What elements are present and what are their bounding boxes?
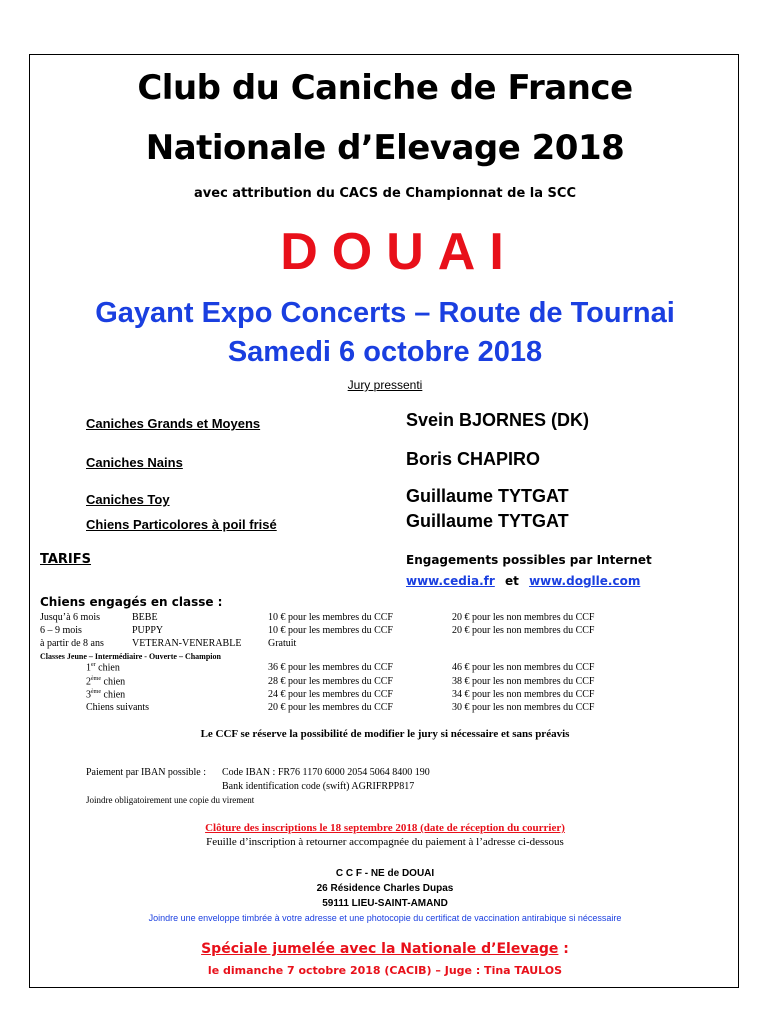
dog-rank-1: 1er chien <box>86 662 120 674</box>
age-row-2: 6 – 9 mois <box>40 625 82 636</box>
online-registration-label: Engagements possibles par Internet <box>406 553 652 567</box>
class-row-1: BEBE <box>132 612 158 623</box>
dog-rank-4: Chiens suivants <box>86 702 150 713</box>
event-title: Nationale d’Elevage 2018 <box>145 128 625 168</box>
jury-judge-1: Svein BJORNES (DK) <box>406 410 590 430</box>
classes-other-label: Classes Jeune – Intermédiaire - Ouverte – Champion <box>40 652 221 661</box>
classes-heading: Chiens engagés en classe : <box>40 595 223 609</box>
jury-judge-3: Guillaume TYTGAT <box>406 486 569 506</box>
member-price-row-3: Gratuit <box>268 638 297 649</box>
dog-rank-2: 2ème chien <box>86 676 126 688</box>
event-date: Samedi 6 octobre 2018 <box>227 336 543 368</box>
address-line-2: 26 Résidence Charles Dupas <box>316 883 454 894</box>
jury-label: Jury pressenti <box>347 378 423 392</box>
class-row-3: VETERAN-VENERABLE <box>132 638 242 649</box>
member-price-row-2: 10 € pour les membres du CCF <box>268 625 393 636</box>
jury-judge-2: Boris CHAPIRO <box>406 449 541 469</box>
bic-code: Bank identification code (swift) AGRIFRPP817 <box>222 781 415 792</box>
special-show-details: le dimanche 7 octobre 2018 (CACIB) – Juge : Tina TAULOS <box>207 964 563 977</box>
class-row-2: PUPPY <box>132 625 164 636</box>
closing-instructions: Feuille d’inscription à retourner accompagnée du paiement à l’adresse ci-dessous <box>206 836 564 848</box>
event-subtitle: avec attribution du CACS de Championnat de la SCC <box>194 186 576 201</box>
dog-nonmember-price-2: 38 € pour les non membres du CCF <box>452 676 595 687</box>
age-row-3: à partir de 8 ans <box>40 638 104 649</box>
tarifs-heading: TARIFS <box>40 552 92 567</box>
iban-code: Code IBAN : FR76 1170 6000 2054 5064 8400 190 <box>222 767 430 778</box>
dog-rank-3: 3ème chien <box>86 689 126 701</box>
dog-member-price-2: 28 € pour les membres du CCF <box>268 676 393 687</box>
online-links <box>406 574 640 588</box>
member-price-row-1: 10 € pour les membres du CCF <box>268 612 393 623</box>
jury-category-3: Caniches Toy <box>86 492 170 507</box>
dog-nonmember-price-4: 30 € pour les non membres du CCF <box>452 702 595 713</box>
jury-change-notice: Le CCF se réserve la possibilité de modifier le jury si nécessaire et sans préavis <box>200 728 570 740</box>
age-row-1: Jusqu’à 6 mois <box>40 612 100 623</box>
city-title: DOUAI <box>280 223 518 281</box>
jury-category-2: Caniches Nains <box>86 455 183 470</box>
address-line-3: 59111 LIEU-SAINT-AMAND <box>322 898 448 909</box>
nonmember-price-row-2: 20 € pour les non membres du CCF <box>452 625 595 636</box>
closing-date: Clôture des inscriptions le 18 septembre 2018 (date de réception du courrier) <box>205 822 565 834</box>
special-show-title: Spéciale jumelée avec la Nationale d’Elevage : <box>201 941 569 957</box>
jury-category-1: Caniches Grands et Moyens <box>86 416 261 431</box>
jury-category-4: Chiens Particolores à poil frisé <box>86 517 277 532</box>
venue-line: Gayant Expo Concerts – Route de Tournai <box>95 297 675 329</box>
payment-note: Joindre obligatoirement une copie du virement <box>86 795 255 805</box>
payment-label: Paiement par IBAN possible : <box>86 767 206 778</box>
nonmember-price-row-1: 20 € pour les non membres du CCF <box>452 612 595 623</box>
dog-member-price-3: 24 € pour les membres du CCF <box>268 689 393 700</box>
link-doglle[interactable]: www.doglle.com <box>529 574 641 588</box>
dog-member-price-1: 36 € pour les membres du CCF <box>268 662 393 673</box>
link-cedia[interactable]: www.cedia.fr <box>406 574 495 588</box>
dog-nonmember-price-3: 34 € pour les non membres du CCF <box>452 689 595 700</box>
dog-member-price-4: 20 € pour les membres du CCF <box>268 702 393 713</box>
address-line-1: C C F - NE de DOUAI <box>335 868 435 879</box>
dog-nonmember-price-1: 46 € pour les non membres du CCF <box>452 662 595 673</box>
club-title: Club du Caniche de France <box>137 68 633 108</box>
jury-judge-4: Guillaume TYTGAT <box>406 511 569 531</box>
link-separator: et <box>505 574 519 588</box>
envelope-note: Joindre une enveloppe timbrée à votre adresse et une photocopie du certificat de vaccination antirabique si nécessaire <box>148 913 622 923</box>
